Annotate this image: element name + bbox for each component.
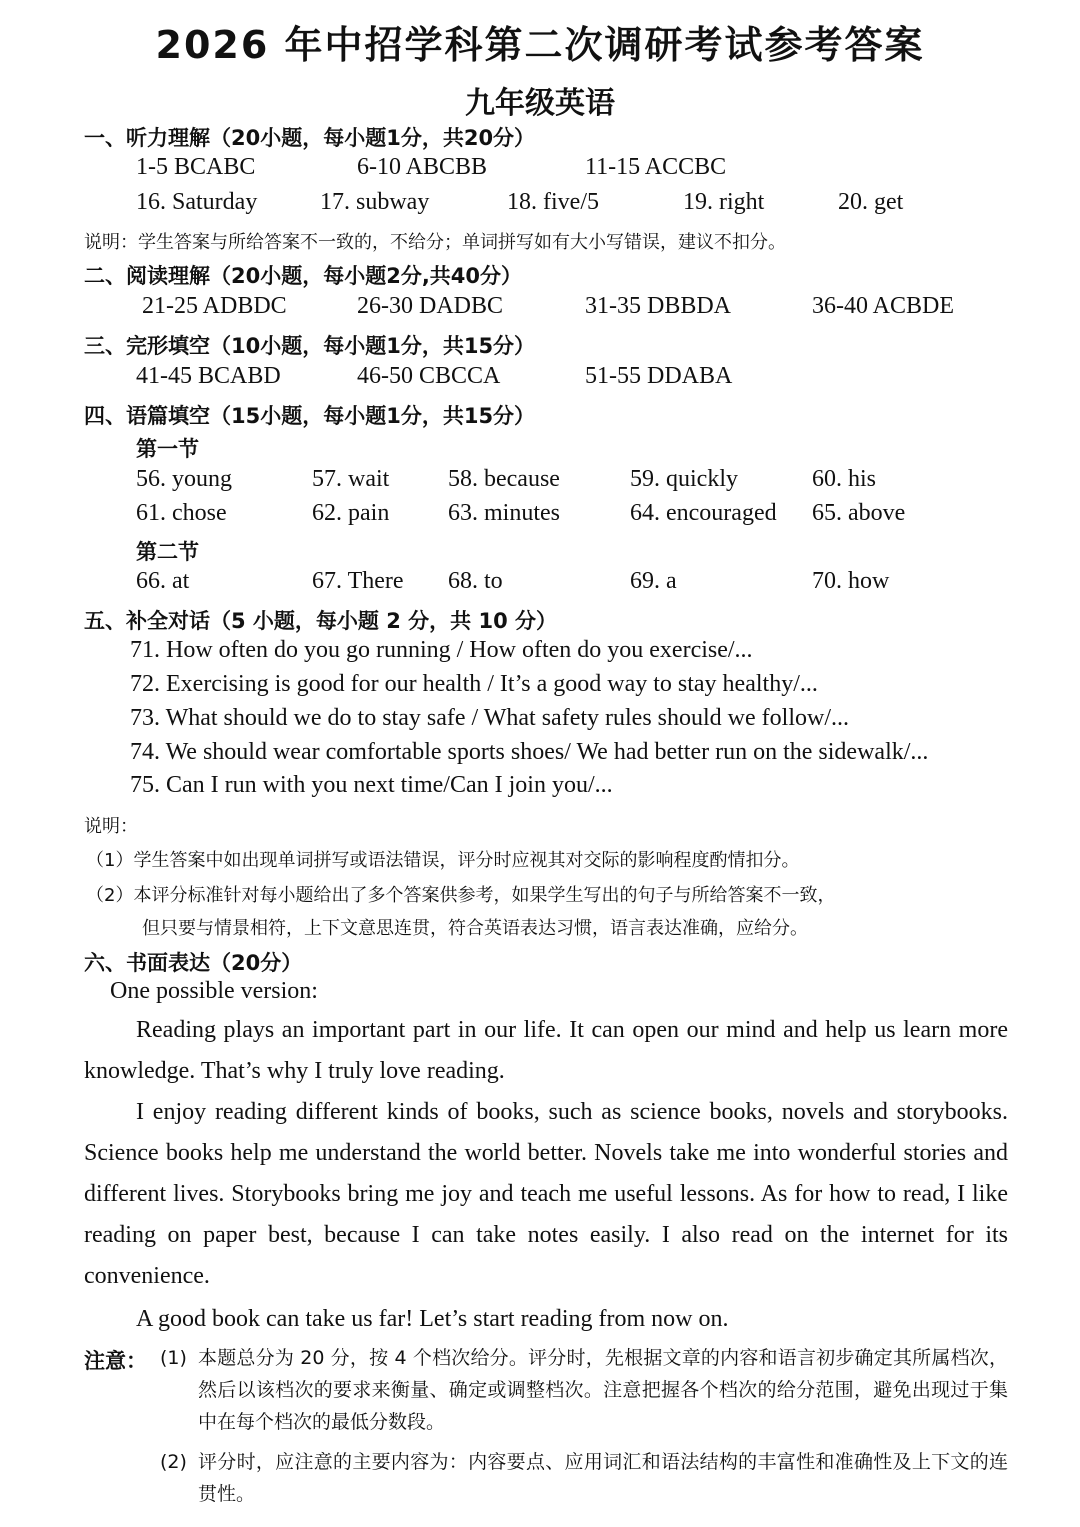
section-5-note-2-cont: 但只要与情景相符，上下文意思连贯，符合英语表达习惯，语言表达准确，应给分。 — [142, 918, 808, 939]
essay-paragraph-3-text: A good book can take us far! Let’s start reading from now on. — [136, 1306, 729, 1332]
sample-essay-label: One possible version: — [110, 978, 318, 1004]
essay-paragraph-1-text: Reading plays an important part in our life. It can open our mind and help us learn more knowledge. That’s why I truly love reading. — [84, 1017, 1008, 1084]
section-1-heading: 一、听力理解（20小题，每小题1分，共20分） — [84, 126, 536, 150]
answer-65: 65. above — [812, 500, 906, 526]
essay-paragraph-2-text: I enjoy reading different kinds of books, such as science books, novels and storybooks. Science books help me understand the world better. Novels take me into wonderful stories and different lives. Storybooks bring me joy and teach me useful lessons. As for how to read, I like reading on paper best, because I can take notes easily. I also read on the internet for its convenience. — [84, 1099, 1008, 1289]
section-5-heading: 五、补全对话（5 小题，每小题 2 分，共 10 分） — [84, 609, 558, 633]
answer-1-5: 1-5 BCABC — [136, 154, 256, 180]
section-5-note-1: （1）学生答案中如出现单词拼写或语法错误，评分时应视其对交际的影响程度酌情扣分。 — [86, 850, 800, 871]
answer-59: 59. quickly — [630, 466, 738, 492]
answer-63: 63. minutes — [448, 500, 560, 526]
answer-20: 20. get — [838, 189, 904, 215]
answer-58: 58. because — [448, 466, 560, 492]
section-2-heading: 二、阅读理解（20小题，每小题2分,共40分） — [84, 264, 523, 288]
section-3-heading: 三、完形填空（10小题，每小题1分，共15分） — [84, 334, 536, 358]
answer-71: 71. How often do you go running / How often do you exercise/... — [130, 637, 753, 663]
answer-11-15: 11-15 ACCBC — [585, 154, 727, 180]
section-5-note-label: 说明： — [84, 816, 138, 837]
answer-19: 19. right — [683, 189, 765, 215]
answer-68: 68. to — [448, 568, 503, 594]
answer-57: 57. wait — [312, 466, 390, 492]
section-4-part-2: 第二节 — [136, 540, 199, 564]
answer-56: 56. young — [136, 466, 232, 492]
section-4-part-1: 第一节 — [136, 437, 199, 461]
answer-74: 74. We should wear comfortable sports shoes/ We had better run on the sidewalk/... — [130, 739, 929, 765]
attention-1-number: (1) — [160, 1347, 187, 1369]
answer-51-55: 51-55 DDABA — [585, 363, 733, 389]
essay-paragraph-3 — [84, 1299, 1008, 1340]
essay-paragraph-2 — [84, 1092, 1008, 1297]
answer-72: 72. Exercising is good for our health / It’s a good way to stay healthy/... — [130, 671, 818, 697]
answer-36-40: 36-40 ACBDE — [812, 293, 955, 319]
answer-31-35: 31-35 DBBDA — [585, 293, 732, 319]
answer-70: 70. how — [812, 568, 890, 594]
section-1-note: 说明：学生答案与所给答案不一致的，不给分；单词拼写如有大小写错误，建议不扣分。 — [84, 232, 786, 253]
answer-62: 62. pain — [312, 500, 390, 526]
answer-67: 67. There — [312, 568, 404, 594]
answer-60: 60. his — [812, 466, 877, 492]
answer-17: 17. subway — [320, 189, 430, 215]
section-6-heading: 六、书面表达（20分） — [84, 951, 303, 975]
answer-21-25: 21-25 ADBDC — [142, 293, 287, 319]
answer-26-30: 26-30 DADBC — [357, 293, 504, 319]
answer-16: 16. Saturday — [136, 189, 258, 215]
attention-2-number: (2) — [160, 1451, 187, 1473]
answer-66: 66. at — [136, 568, 190, 594]
answer-73: 73. What should we do to stay safe / What safety rules should we follow/... — [130, 705, 849, 731]
answer-61: 61. chose — [136, 500, 227, 526]
page-title: 2026 年中招学科第二次调研考试参考答案 — [155, 23, 925, 67]
answer-46-50: 46-50 CBCCA — [357, 363, 501, 389]
section-5-note-2: （2）本评分标准针对每小题给出了多个答案供参考，如果学生写出的句子与所给答案不一致， — [86, 885, 836, 906]
section-4-heading: 四、语篇填空（15小题，每小题1分，共15分） — [84, 404, 536, 428]
attention-label: 注意： — [84, 1349, 147, 1373]
answer-64: 64. encouraged — [630, 500, 777, 526]
answer-6-10: 6-10 ABCBB — [357, 154, 488, 180]
attention-1-text: 本题总分为 20 分，按 4 个档次给分。评分时，先根据文章的内容和语言初步确定其所属档次，然后以该档次的要求来衡量、确定或调整档次。注意把握各个档次的给分范围，避免出现过于集中在每个档次的最低分数段。 — [198, 1347, 1008, 1433]
answer-18: 18. five/5 — [507, 189, 599, 215]
page-subtitle: 九年级英语 — [465, 86, 615, 121]
attention-2-text: 评分时，应注意的主要内容为：内容要点、应用词汇和语法结构的丰富性和准确性及上下文的连贯性。 — [198, 1451, 1008, 1505]
essay-paragraph-1 — [84, 1010, 1008, 1092]
answer-75: 75. Can I run with you next time/Can I join you/... — [130, 772, 613, 798]
answer-41-45: 41-45 BCABD — [136, 363, 281, 389]
answer-69: 69. a — [630, 568, 677, 594]
